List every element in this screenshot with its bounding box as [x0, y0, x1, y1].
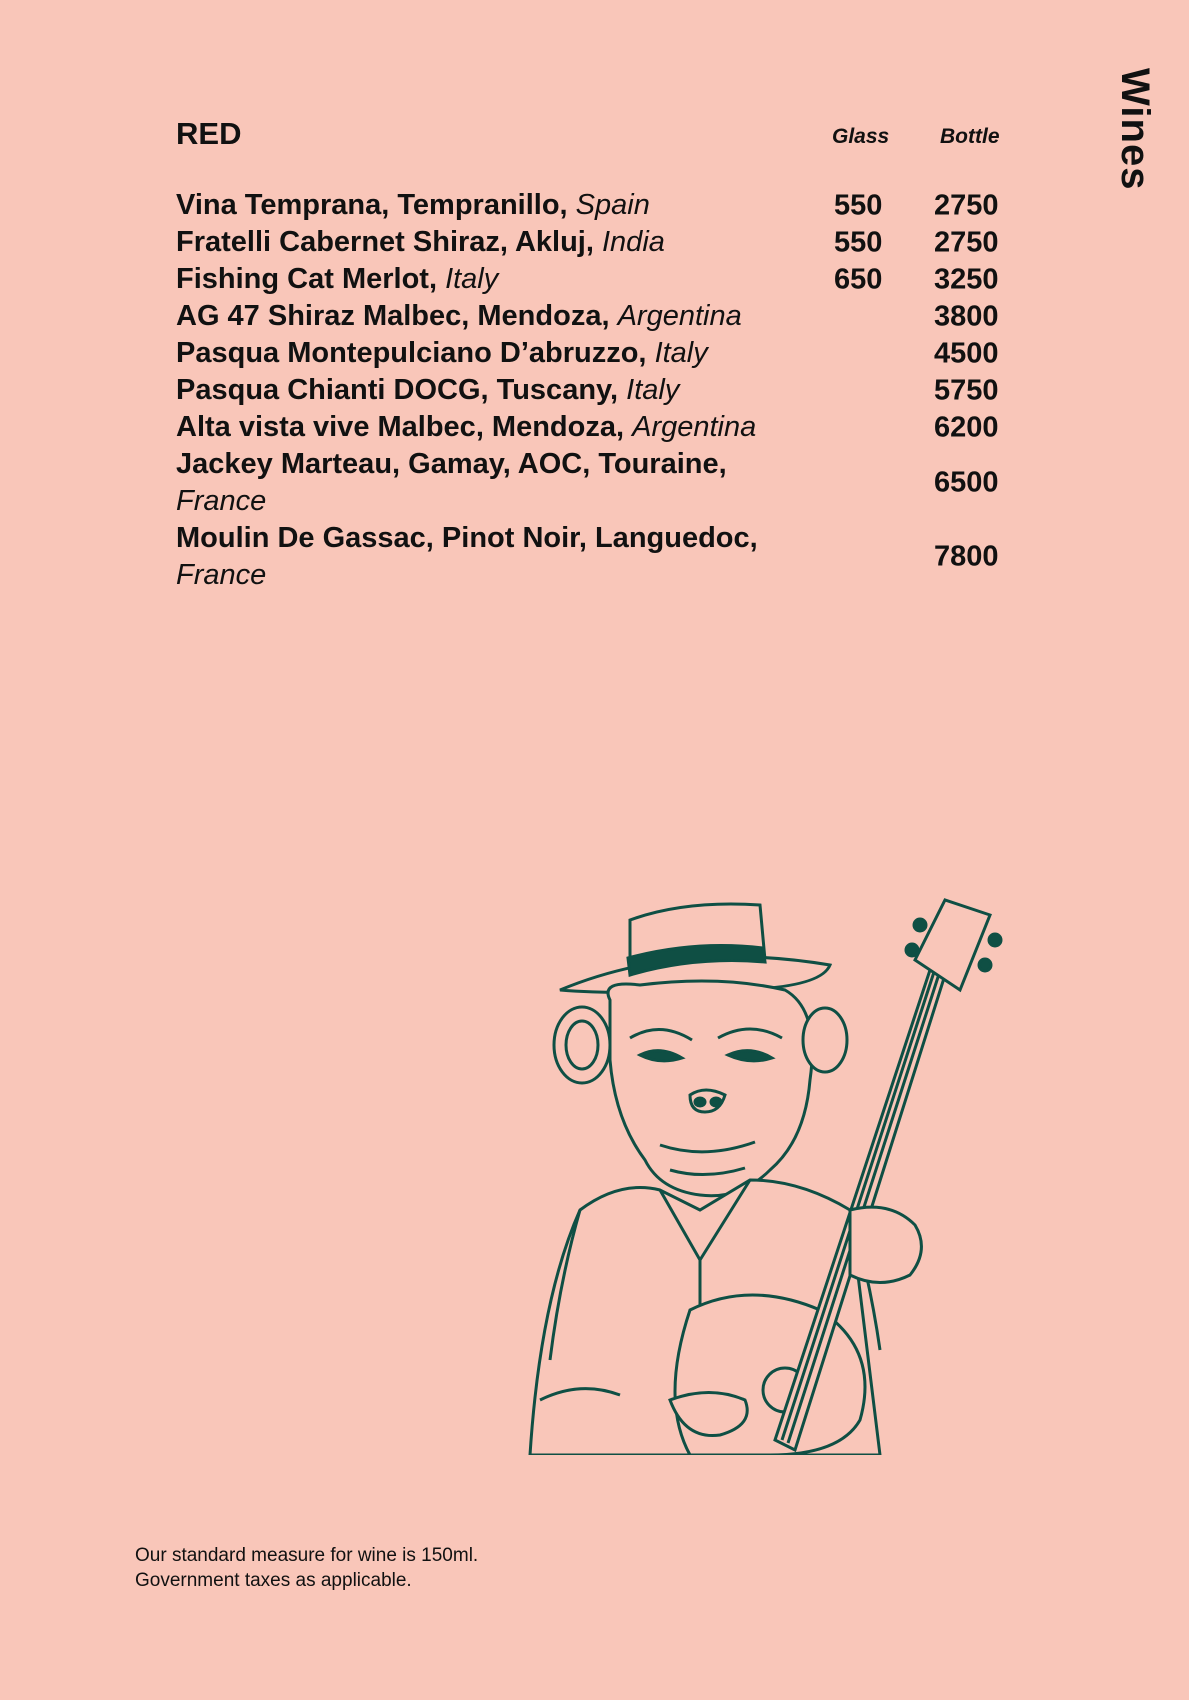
footnote: [135, 1543, 478, 1593]
bottle-price: 6500: [934, 466, 999, 499]
wine-label: [176, 298, 806, 335]
wine-origin: Argentina: [617, 300, 742, 332]
bottle-price: 7800: [934, 540, 999, 573]
wine-row: [176, 372, 1016, 409]
bottle-price: 4500: [934, 337, 999, 369]
glass-column-header: Glass: [832, 125, 890, 148]
wine-origin: Argentina: [632, 411, 757, 443]
wine-label: [176, 335, 806, 372]
wine-name: Alta vista vive Malbec, Mendoza,: [176, 411, 625, 443]
monkey-guitar-illustration: [520, 880, 1010, 1455]
bottle-price: 5750: [934, 374, 999, 406]
bottle-price: 2750: [934, 226, 999, 258]
glass-price: 650: [834, 263, 883, 295]
wine-label: [176, 520, 806, 594]
wine-origin: France: [176, 559, 267, 591]
wine-name: Pasqua Montepulciano D’abruzzo,: [176, 337, 647, 369]
glass-price: 550: [834, 189, 883, 221]
wine-list: [176, 187, 1016, 594]
wine-label: [176, 446, 806, 520]
wine-origin: Spain: [575, 189, 650, 221]
wine-name: AG 47 Shiraz Malbec, Mendoza,: [176, 300, 610, 332]
wine-label: [176, 187, 806, 224]
wine-label: [176, 224, 806, 261]
wine-row: [176, 446, 1016, 520]
wine-label: [176, 409, 806, 446]
bottle-price: 2750: [934, 189, 999, 221]
wine-row: [176, 187, 1016, 224]
wine-origin: Italy: [654, 337, 708, 369]
wine-name: Fratelli Cabernet Shiraz, Akluj,: [176, 226, 594, 258]
glass-price: 550: [834, 226, 883, 258]
wine-name: Fishing Cat Merlot,: [176, 263, 437, 295]
bottle-price: 6200: [934, 411, 999, 443]
wine-origin: India: [602, 226, 665, 258]
footnote-line-taxes: Government taxes as applicable.: [135, 1570, 412, 1591]
wine-row: [176, 335, 1016, 372]
wine-name: Moulin De Gassac, Pinot Noir, Languedoc,: [176, 522, 758, 554]
wine-row: [176, 409, 1016, 446]
wine-origin: Italy: [445, 263, 499, 295]
side-title: Wines: [1113, 68, 1157, 191]
section-title: RED: [176, 116, 242, 151]
wine-row: [176, 520, 1016, 594]
wine-label: [176, 372, 806, 409]
wine-origin: France: [176, 485, 267, 517]
wine-row: [176, 298, 1016, 335]
bottle-column-header: Bottle: [940, 125, 1000, 148]
bottle-price: 3250: [934, 263, 999, 295]
footnote-line-measure: Our standard measure for wine is 150ml.: [135, 1545, 479, 1566]
wine-name: Vina Temprana, Tempranillo,: [176, 189, 568, 221]
wine-label: [176, 261, 806, 298]
wine-row: [176, 224, 1016, 261]
wine-name: Pasqua Chianti DOCG, Tuscany,: [176, 374, 619, 406]
wine-name: Jackey Marteau, Gamay, AOC, Touraine,: [176, 448, 727, 480]
wine-origin: Italy: [626, 374, 680, 406]
wine-row: [176, 261, 1016, 298]
bottle-price: 3800: [934, 300, 999, 332]
